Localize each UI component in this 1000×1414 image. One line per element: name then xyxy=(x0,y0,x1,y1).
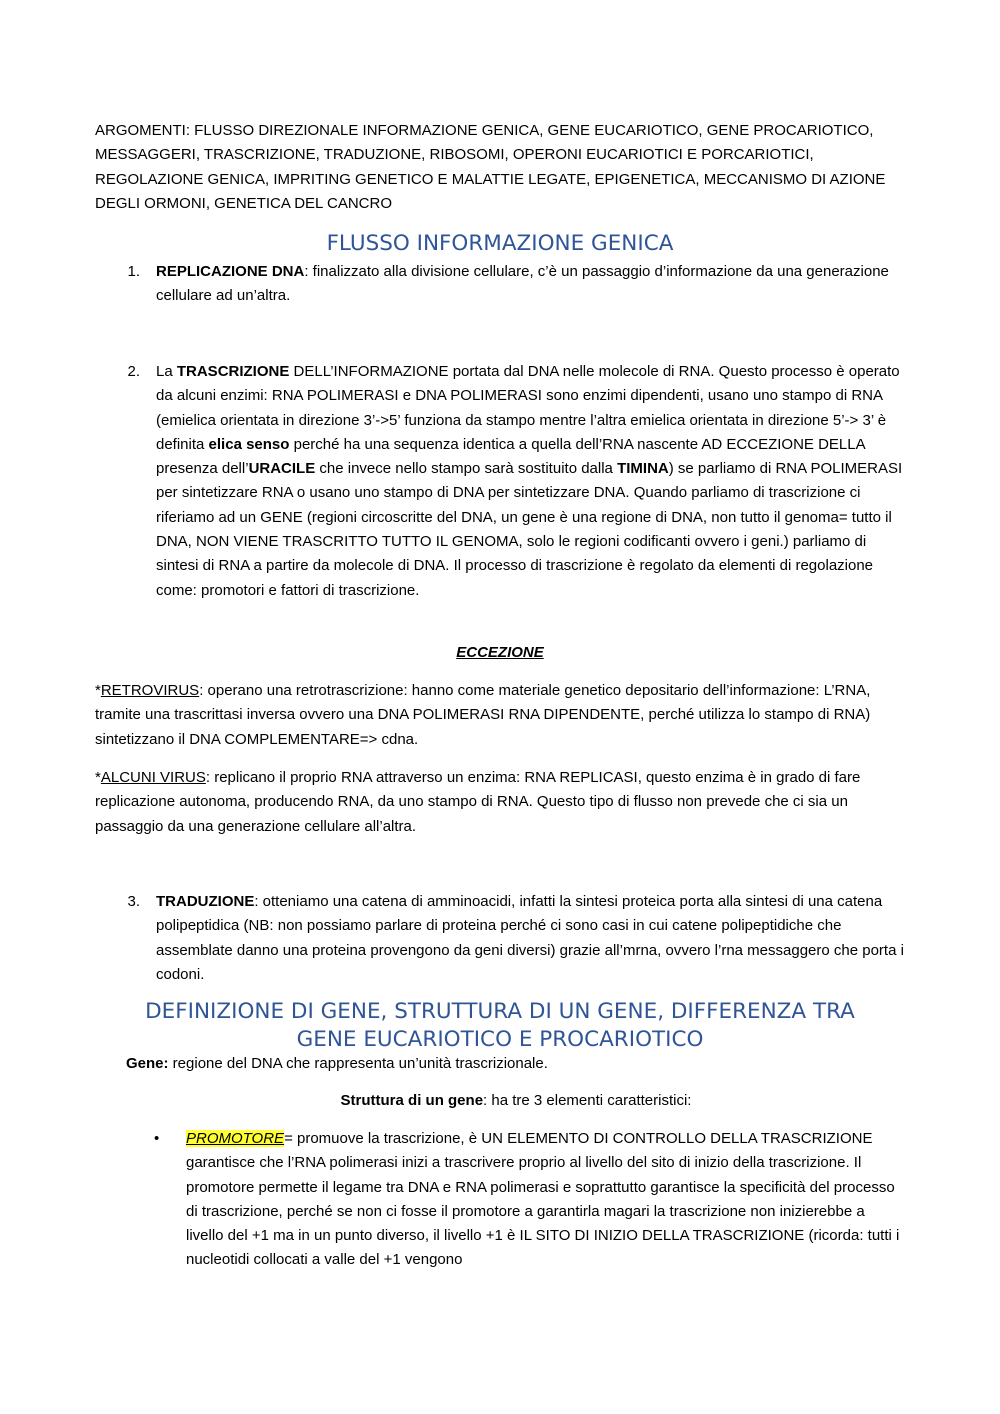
term-traduzione: TRADUZIONE xyxy=(156,893,255,910)
trascrizione-text-5: ) se parliamo di RNA POLIMERASI per sintetizzare RNA o usano uno stampo di DNA per sintetizzare DNA. Quando parliamo di trascrizione ci riferiamo ad un GENE (regioni circoscritte del DNA, un gene è una regione di DNA, non tutto il genoma= tutto il DNA, NON VIENE TRASCRITTO TUTTO IL GENOMA, solo le regioni codificanti ovvero i geni.) parliamo di sintesi di RNA a partire da molecole di DNA. Il processo di trascrizione è regolato da elementi di regolazione come: promotori e fattori di trascrizione. xyxy=(156,460,903,599)
list-number-2: 2. xyxy=(127,363,140,380)
retro-text: : operano una retrotrascrizione: hanno come materiale genetico depositario dell’informazione: L’RNA, tramite una trascrittasi inversa ovvero una DNA POLIMERASI RNA DIPENDENTE, perché utilizza lo stampo di RNA) sintetizzano il DNA COMPLEMENTARE=> cdna. xyxy=(95,682,871,748)
list-item-replicazione xyxy=(156,260,906,309)
trascrizione-text-2: DELL’INFORMAZIONE portata dal DNA nelle molecole di RNA. Questo processo è operato da alcuni enzimi: RNA POLIMERASI e DNA POLIMERASI sono enzimi dipendenti, usano uno stampo di RNA (emielica orientata in direzione 3’->5’ funziona da stampo mentre l’altra emielica orientata in direzione 5’-> 3’ è definita xyxy=(156,363,900,453)
replicazione-text: : finalizzato alla divisione cellulare, c’è un passaggio d’informazione da una generazione cellulare ad un’altra. xyxy=(156,263,889,305)
trascrizione-text-3: perché ha una sequenza identica a quella dell’RNA nascente AD ECCEZIONE DELLA presenza dell’ xyxy=(156,435,865,478)
promotore-text: = promuove la trascrizione, è UN ELEMENTO DI CONTROLLO DELLA TRASCRIZIONE garantisce che l’RNA polimerasi inizi a trascrivere proprio al livello del sito di inizio della trascrizione. Il promotore permette il legame tra DNA e RNA polimerasi e soprattutto garantisce la specificità del processo di trascrizione, perché se non ci fosse il promotore a garantirla magari la trascrizione non inizierebbe a livello del +1 ma in un punto diverso, il livello +1 è IL SITO DI INIZIO DELLA TRASCRIZIONE (ricorda: tutti i nucleotidi collocati a valle del +1 vengono xyxy=(186,1130,900,1269)
term-replicazione: REPLICAZIONE DNA xyxy=(156,263,305,280)
gene-definition-text: regione del DNA che rappresenta un’unità trascrizionale. xyxy=(168,1055,548,1072)
term-promotore: PROMOTORE xyxy=(186,1130,285,1147)
exception-title xyxy=(95,641,905,665)
gene-structure-line xyxy=(126,1089,906,1113)
exception-title-text: ECCEZIONE xyxy=(456,644,544,661)
term-elica-senso: elica senso xyxy=(208,435,290,453)
trascrizione-text-1: La xyxy=(156,363,177,380)
struttura-text: : ha tre 3 elementi caratteristici: xyxy=(483,1092,692,1109)
term-retrovirus: RETROVIRUS xyxy=(100,682,200,699)
term-struttura: Struttura di un gene xyxy=(340,1092,484,1109)
term-alcuni-virus: ALCUNI VIRUS xyxy=(100,769,206,786)
retro-star: * xyxy=(95,682,101,699)
virus-paragraph xyxy=(95,766,905,839)
list-item-traduzione xyxy=(156,890,906,987)
virus-star: * xyxy=(95,769,101,786)
term-timina: TIMINA xyxy=(617,460,669,478)
heading-gene: DEFINIZIONE DI GENE, STRUTTURA DI UN GENE, DIFFERENZA TRA GENE EUCARIOTICO E PROCARIOTICO xyxy=(145,999,855,1052)
term-trascrizione: TRASCRIZIONE xyxy=(176,363,290,380)
list-item-trascrizione xyxy=(156,360,906,603)
term-gene: Gene: xyxy=(126,1055,169,1072)
traduzione-text: : otteniamo una catena di amminoacidi, infatti la sintesi proteica porta alla sintesi di una catena polipeptidica (NB: non possiamo parlare di proteina perché ci sono casi in cui catene polipeptidiche che assemblate danno una proteina provengono da geni diversi) grazie all’mrna, ovvero l’rna messaggero che porta i codoni. xyxy=(156,893,904,983)
heading-flusso: FLUSSO INFORMAZIONE GENICA xyxy=(326,231,674,256)
retrovirus-paragraph xyxy=(95,679,905,752)
topics-paragraph: ARGOMENTI: FLUSSO DIREZIONALE INFORMAZIONE GENICA, GENE EUCARIOTICO, GENE PROCARIOTICO, MESSAGGERI, TRASCRIZIONE, TRADUZIONE, RIBOSOMI, OPERONI EUCARIOTICI E PORCARIOTICI, REGOLAZIONE GENICA, IMPRITING GENETICO E MALATTIE LEGATE, EPIGENETICA, MECCANISMO DI AZIONE DEGLI ORMONI, GENETICA DEL CANCRO xyxy=(95,122,886,212)
bullet-promotore: • xyxy=(154,1130,160,1147)
term-uracile: URACILE xyxy=(248,460,316,478)
list-item-promotore xyxy=(186,1127,906,1273)
list-number-3: 3. xyxy=(127,893,140,910)
list-number-1: 1. xyxy=(127,263,140,280)
gene-definition xyxy=(126,1052,906,1076)
virus-text: : replicano il proprio RNA attraverso un enzima: RNA REPLICASI, questo enzima è in grado di fare replicazione autonoma, producendo RNA, da uno stampo di RNA. Questo tipo di flusso non prevede che ci sia un passaggio da una generazione cellulare all’altra. xyxy=(95,769,861,835)
trascrizione-text-4: che invece nello stampo sarà sostituito dalla xyxy=(315,460,618,478)
